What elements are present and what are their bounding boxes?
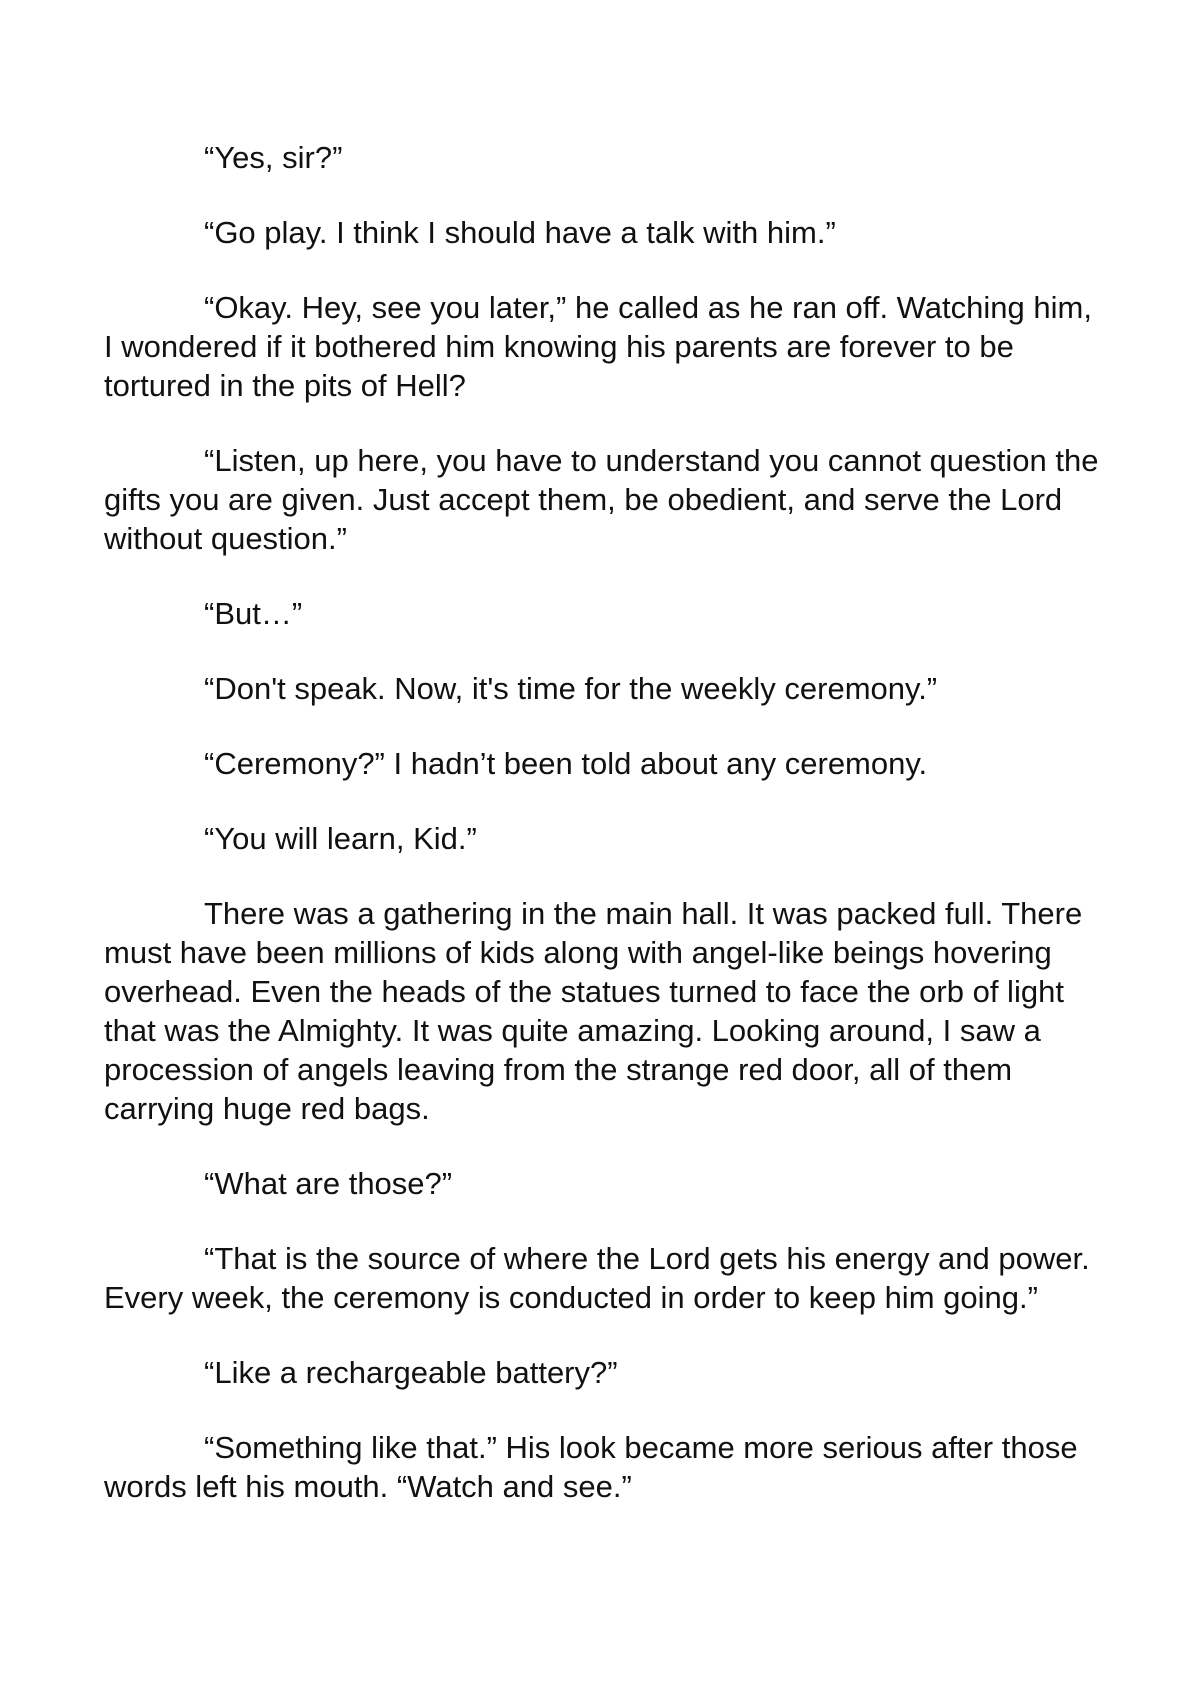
body-text <box>104 138 1104 1542</box>
paragraph: “Yes, sir?” <box>204 140 343 175</box>
paragraph: “Go play. I think I should have a talk with him.” <box>204 215 836 250</box>
paragraph: “What are those?” <box>204 1166 453 1201</box>
paragraph: “That is the source of where the Lord gets his energy and power. Every week, the ceremony is conducted in order to keep him going.” <box>104 1241 1090 1315</box>
paragraph: “Ceremony?” I hadn’t been told about any ceremony. <box>204 746 928 781</box>
paragraph: “Something like that.” His look became more serious after those words left his mouth. “Watch and see.” <box>104 1430 1078 1504</box>
paragraph: “Like a rechargeable battery?” <box>204 1355 618 1390</box>
paragraph: “You will learn, Kid.” <box>204 821 477 856</box>
paragraph: “Okay. Hey, see you later,” he called as he ran off. Watching him, I wondered if it bothered him knowing his parents are forever to be tortured in the pits of Hell? <box>104 290 1092 403</box>
paragraph: There was a gathering in the main hall. It was packed full. There must have been millions of kids along with angel-like beings hovering overhead. Even the heads of the statues turned to face the orb of light that was the Almighty. It was quite amazing. Looking around, I saw a procession of angels leaving from the strange red door, all of them carrying huge red bags. <box>104 896 1083 1126</box>
paragraph: “Listen, up here, you have to understand you cannot question the gifts you are given. Just accept them, be obedient, and serve the Lord without question.” <box>104 443 1099 556</box>
paragraph: “But…” <box>204 596 303 631</box>
paragraph: “Don't speak. Now, it's time for the weekly ceremony.” <box>204 671 938 706</box>
